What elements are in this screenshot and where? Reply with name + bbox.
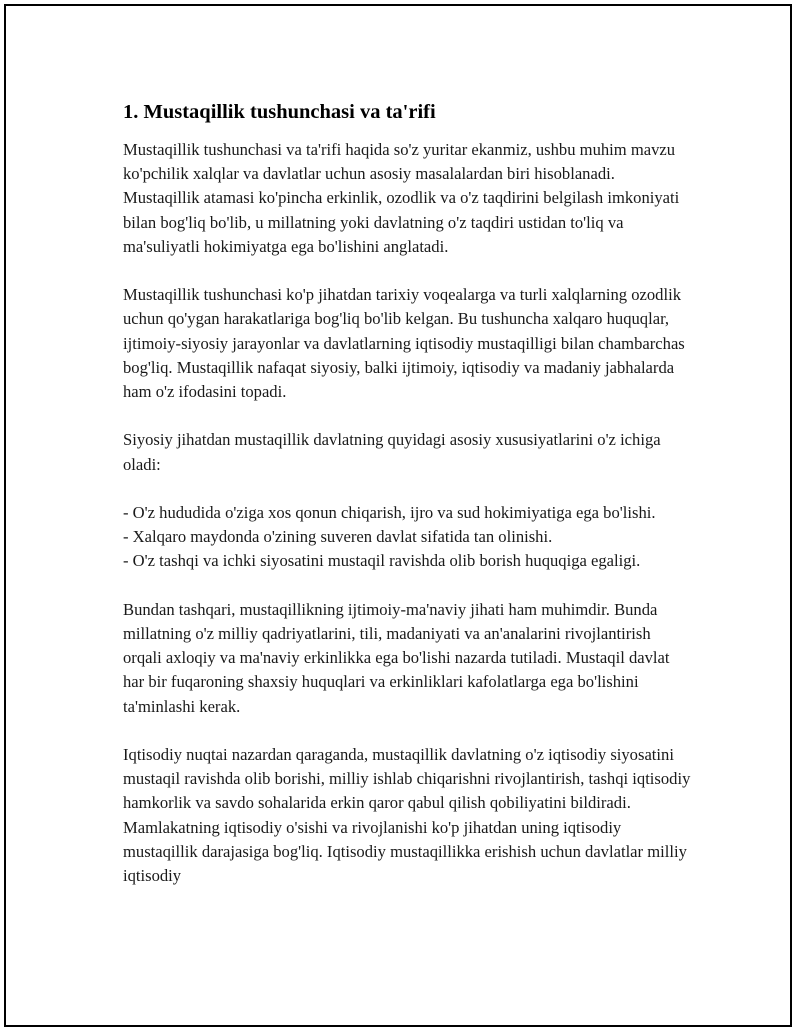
paragraph-definition: Mustaqillik tushunchasi va ta'rifi haqida so'z yuritar ekanmiz, ushbu muhim mavzu ko'pchilik xalqlar va davlatlar uchun asosiy masalalardan biri hisoblanadi. Mustaqillik atamasi ko'pincha erkinlik, ozodlik va o'z taqdirini belgilash imkoniyati bilan bog'liq bo'lib, u millatning yoki davlatning o'z taqdiri ustidan to'liq va ma'suliyatli hokimiyatga ega bo'lishini anglatadi. xyxy=(123,140,680,256)
list-item: - Xalqaro maydonda o'zining suveren davlat sifatida tan olinishi. xyxy=(123,527,553,547)
paragraph-political-intro: Siyosiy jihatdan mustaqillik davlatning quyidagi asosiy xususiyatlarini o'z ichiga oladi: xyxy=(123,430,661,474)
section-heading: 1. Mustaqillik tushunchasi va ta'rifi xyxy=(123,101,436,123)
page-frame xyxy=(4,4,792,1027)
list-item: - O'z hududida o'ziga xos qonun chiqarish, ijro va sud hokimiyatiga ega bo'lishi. xyxy=(123,503,656,522)
paragraph-economic: Iqtisodiy nuqtai nazardan qaraganda, mustaqillik davlatning o'z iqtisodiy siyosatini mustaqil ravishda olib borishi, milliy ishlab chiqarishni rivojlantirish, tashqi iqtisodiy hamkorlik va savdo sohalarida erkin qaror qabul qilish qobiliyatini bildiradi. Mamlakatning iqtisodiy o'sishi va rivojlanishi ko'p jihatdan uning iqtisodiy mustaqillik darajasiga bog'liq. Iqtisodiy mustaqillikka erishish uchun davlatlar milliy iqtisodiy xyxy=(123,745,691,886)
list-item: - O'z tashqi va ichki siyosatini mustaqil ravishda olib borish huquqiga egaligi. xyxy=(123,551,641,571)
paragraph-history: Mustaqillik tushunchasi ko'p jihatdan tarixiy voqealarga va turli xalqlarning ozodlik uchun qo'ygan harakatlariga bog'liq bo'lib kelgan. Bu tushuncha xalqaro huquqlar, ijtimoiy-siyosiy jarayonlar va davlatlarning iqtisodiy mustaqilligi bilan chambarchas bog'liq. Mustaqillik nafaqat siyosiy, balki ijtimoiy, iqtisodiy va madaniy jabhalarda ham o'z ifodasini topadi. xyxy=(123,285,685,402)
political-features-list xyxy=(123,501,693,574)
document-body xyxy=(123,98,693,888)
paragraph-social-spiritual: Bundan tashqari, mustaqillikning ijtimoiy-ma'naviy jihati ham muhimdir. Bunda millatning o'z milliy qadriyatlarini, tili, madaniyati va an'analarini rivojlantirish orqali axloqiy va ma'naviy erkinlikka ega bo'lishi nazarda tutiladi. Mustaqil davlat har bir fuqaroning shaxsiy huquqlari va erkinliklari kafolatlarga ega bo'lishini ta'minlashi kerak. xyxy=(123,599,670,716)
